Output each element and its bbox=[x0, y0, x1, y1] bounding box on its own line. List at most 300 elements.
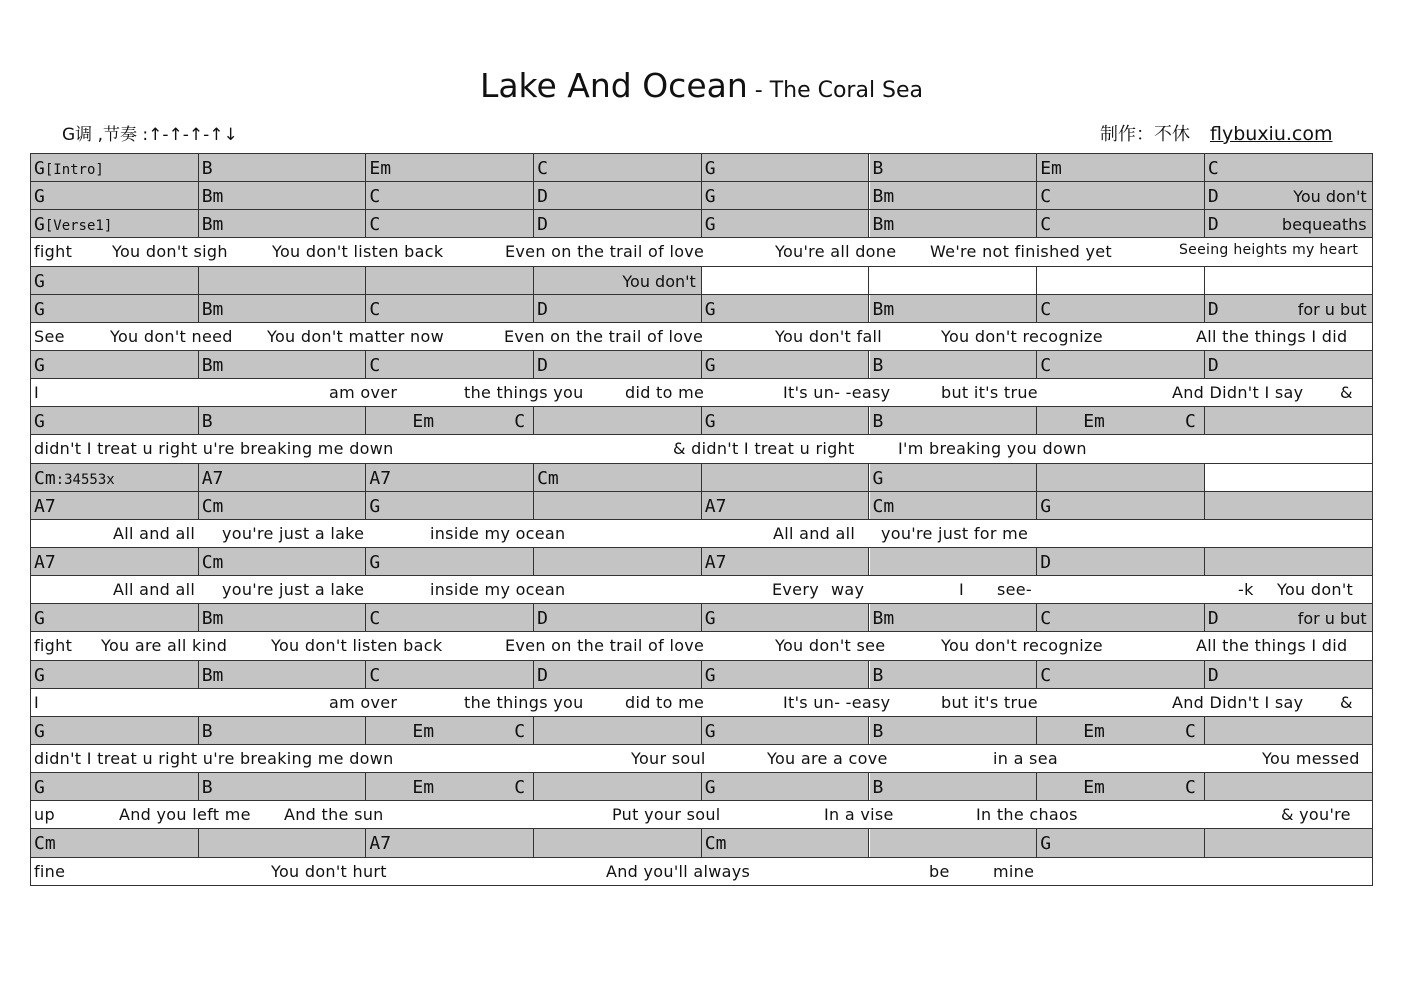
chord-cell bbox=[702, 351, 870, 378]
lyric-segment: In a vise bbox=[824, 805, 894, 825]
lyric-row bbox=[31, 379, 1373, 407]
chord-cell bbox=[1037, 182, 1205, 209]
lyric-segment: You don't matter now bbox=[267, 326, 444, 346]
lyric-segment: you're just a lake bbox=[222, 523, 365, 543]
chord-symbol: Bm bbox=[872, 186, 895, 208]
chord-symbol: Cm bbox=[201, 551, 224, 573]
chord-cell bbox=[534, 548, 702, 575]
lyric-segment: You don't listen back bbox=[271, 636, 443, 656]
chord-symbol: D bbox=[537, 214, 548, 236]
chord-cell bbox=[199, 182, 367, 209]
chord-symbol: Bm bbox=[201, 664, 224, 686]
chord-cell bbox=[702, 829, 870, 856]
chord-cell bbox=[1205, 492, 1373, 519]
chord-symbol: B bbox=[201, 158, 213, 179]
chord-symbol: A7 bbox=[369, 833, 392, 855]
chord-symbol: A7 bbox=[704, 551, 727, 573]
lyric-segment: fine bbox=[34, 861, 66, 881]
lyric-segment: Even on the trail of love bbox=[505, 636, 705, 656]
chord-symbol: B bbox=[201, 720, 213, 742]
credit-label: 制作：不休 bbox=[1100, 124, 1190, 145]
chord-cell bbox=[1037, 407, 1205, 434]
chord-cell bbox=[366, 182, 534, 209]
chord-symbol: C bbox=[1185, 411, 1196, 433]
song-title bbox=[0, 66, 1403, 105]
chord-cell bbox=[31, 829, 199, 856]
lyric-segment: In the chaos bbox=[976, 805, 1078, 825]
chord-symbol: G[Intro] bbox=[34, 158, 104, 179]
chord-cell bbox=[31, 210, 199, 237]
inline-lyric: for u but bbox=[1297, 609, 1367, 629]
chord-row bbox=[31, 492, 1373, 520]
credit bbox=[1100, 120, 1333, 146]
chord-cell bbox=[1037, 548, 1205, 575]
chord-symbol: Cm:34553x bbox=[34, 467, 115, 489]
chord-symbol: Bm bbox=[872, 214, 895, 236]
chord-symbol: Cm bbox=[704, 833, 727, 855]
chord-symbol: D bbox=[537, 664, 548, 686]
chord-cell bbox=[366, 154, 534, 181]
chord-symbol: D bbox=[1040, 551, 1052, 573]
inline-lyric: You don't bbox=[1293, 187, 1367, 207]
chord-cell bbox=[31, 407, 199, 434]
chord-cell bbox=[31, 604, 199, 631]
chord-cell bbox=[870, 351, 1038, 378]
lyric-segment: I bbox=[34, 383, 40, 403]
chord-symbol: G bbox=[704, 777, 716, 799]
lyric-segment: the things you bbox=[464, 692, 584, 712]
chord-cell bbox=[199, 829, 367, 856]
chord-row bbox=[31, 464, 1373, 492]
chord-cell bbox=[1205, 548, 1373, 575]
chord-cell bbox=[702, 295, 870, 322]
song-title-main: Lake And Ocean bbox=[479, 66, 748, 105]
chord-cell bbox=[702, 464, 870, 491]
chord-cell bbox=[534, 717, 702, 744]
lyric-segment: Even on the trail of love bbox=[504, 326, 704, 346]
lyric-segment: & bbox=[1340, 383, 1353, 403]
chord-symbol: D bbox=[537, 608, 548, 630]
lyric-segment: And you'll always bbox=[606, 861, 751, 881]
chord-cell bbox=[870, 464, 1038, 491]
chord-cell bbox=[366, 407, 534, 434]
lyric-segment: up bbox=[34, 805, 55, 825]
lyric-segment: & bbox=[1340, 692, 1353, 712]
chord-cell bbox=[870, 210, 1038, 237]
chord-cell bbox=[366, 267, 534, 294]
lyric-segment: Even on the trail of love bbox=[505, 242, 705, 262]
chord-cell bbox=[1205, 717, 1373, 744]
chord-row bbox=[31, 407, 1373, 435]
lyric-segment: & you're bbox=[1281, 805, 1351, 825]
chord-cell bbox=[31, 492, 199, 519]
chord-row bbox=[31, 210, 1373, 238]
lyric-segment: And the sun bbox=[284, 805, 384, 825]
chord-cell bbox=[1037, 267, 1205, 294]
chord-symbol: Bm bbox=[201, 298, 224, 320]
lyric-segment: It's un- -easy bbox=[783, 383, 891, 403]
lyric-segment: And Didn't I say bbox=[1172, 383, 1304, 403]
chord-symbol: Em bbox=[1083, 777, 1105, 799]
chord-cell bbox=[366, 773, 534, 800]
lyric-segment: All and all bbox=[113, 523, 196, 543]
chord-cell bbox=[199, 154, 367, 181]
lyric-segment: You don't sigh bbox=[112, 242, 228, 262]
chord-cell bbox=[870, 267, 1038, 294]
chord-symbol: G bbox=[34, 720, 45, 742]
chord-symbol: C bbox=[1040, 214, 1052, 236]
chord-cell bbox=[870, 548, 1038, 575]
chord-symbol: C bbox=[369, 664, 381, 686]
chord-symbol: C bbox=[1185, 720, 1196, 742]
chord-symbol: C bbox=[1207, 158, 1219, 179]
chord-cell bbox=[199, 407, 367, 434]
chord-symbol: G bbox=[34, 354, 45, 376]
chord-cell bbox=[31, 267, 199, 294]
key-rhythm-info: G调 ,节奏 :↑-↑-↑-↑↓ bbox=[62, 125, 238, 145]
chord-cell bbox=[870, 154, 1038, 181]
lyric-row bbox=[31, 632, 1373, 660]
chord-symbol: C bbox=[1040, 354, 1052, 376]
lyric-segment: see- bbox=[997, 580, 1032, 600]
chord-symbol: Bm bbox=[872, 298, 895, 320]
chord-symbol: C bbox=[514, 720, 526, 742]
chord-cell bbox=[1037, 773, 1205, 800]
chord-symbol: Em bbox=[1083, 720, 1105, 742]
chord-symbol: C bbox=[369, 354, 381, 376]
chord-symbol: G bbox=[34, 411, 45, 433]
chord-cell bbox=[1037, 717, 1205, 744]
lyric-segment: am over bbox=[329, 383, 398, 403]
chord-cell bbox=[1205, 154, 1373, 181]
lyric-segment: You don't see bbox=[775, 636, 886, 656]
lyric-segment: All the things I did bbox=[1196, 326, 1348, 346]
chord-cell bbox=[366, 717, 534, 744]
lyric-segment: We're not finished yet bbox=[930, 242, 1112, 262]
lyric-segment: You don't recognize bbox=[941, 326, 1103, 346]
chord-cell bbox=[199, 773, 367, 800]
chord-cell bbox=[1205, 661, 1373, 688]
chord-cell bbox=[1037, 154, 1205, 181]
lyric-segment: & didn't I treat u right bbox=[673, 439, 855, 459]
lyric-segment: didn't I treat u right u're breaking me down bbox=[34, 748, 394, 768]
chord-symbol: C bbox=[369, 186, 381, 208]
lyric-segment: All the things I did bbox=[1196, 636, 1348, 656]
chord-symbol: B bbox=[201, 411, 213, 433]
chord-cell bbox=[1205, 267, 1373, 294]
chord-symbol: A7 bbox=[369, 467, 392, 489]
chord-symbol: B bbox=[872, 720, 884, 742]
lyric-segment: did to me bbox=[625, 383, 705, 403]
chord-symbol: G bbox=[369, 551, 381, 573]
chord-cell bbox=[31, 295, 199, 322]
chord-cell bbox=[534, 773, 702, 800]
chord-symbol: Em bbox=[1083, 411, 1105, 433]
chord-cell bbox=[534, 492, 702, 519]
lyric-segment: You messed bbox=[1262, 748, 1360, 768]
lyric-row bbox=[31, 520, 1373, 548]
chord-symbol: D bbox=[1207, 186, 1219, 208]
lyric-segment: You don't fall bbox=[775, 326, 883, 346]
chord-symbol: G bbox=[704, 664, 716, 686]
chord-symbol: Em bbox=[412, 411, 435, 433]
chord-symbol: G bbox=[34, 664, 45, 686]
chord-cell bbox=[702, 154, 870, 181]
chord-row bbox=[31, 773, 1373, 801]
chord-cell bbox=[199, 464, 367, 491]
chord-cell bbox=[534, 210, 702, 237]
chord-row bbox=[31, 351, 1373, 379]
lyric-row bbox=[31, 435, 1373, 463]
lyric-segment: All and all bbox=[113, 580, 196, 600]
chord-cell bbox=[702, 407, 870, 434]
chord-cell bbox=[366, 464, 534, 491]
chord-symbol: C bbox=[369, 298, 381, 320]
lyric-segment: Seeing heights my heart bbox=[1179, 242, 1359, 259]
lyric-segment: You don't bbox=[1277, 580, 1354, 600]
chord-symbol: G bbox=[34, 777, 45, 799]
chord-cell bbox=[199, 267, 367, 294]
lyric-segment: in a sea bbox=[993, 748, 1058, 768]
chord-symbol: G bbox=[872, 467, 884, 489]
lyric-segment: You don't need bbox=[110, 326, 233, 346]
lyric-segment: And Didn't I say bbox=[1172, 692, 1304, 712]
chord-symbol: G bbox=[704, 411, 716, 433]
lyric-segment: you're just a lake bbox=[222, 580, 365, 600]
chord-symbol: Bm bbox=[201, 214, 224, 236]
chord-cell bbox=[534, 464, 702, 491]
chord-row bbox=[31, 154, 1373, 182]
lyric-row bbox=[31, 323, 1373, 351]
chord-cell bbox=[702, 717, 870, 744]
lyric-segment: You don't listen back bbox=[272, 242, 444, 262]
chord-symbol: G bbox=[704, 158, 716, 179]
chord-cell bbox=[31, 773, 199, 800]
chord-symbol: B bbox=[872, 158, 884, 179]
lyric-segment: fight bbox=[34, 636, 73, 656]
chord-symbol: Cm bbox=[537, 467, 559, 489]
chord-cell bbox=[1037, 604, 1205, 631]
chord-symbol: B bbox=[872, 664, 884, 686]
chord-symbol: Bm bbox=[201, 608, 224, 630]
chord-symbol: D bbox=[537, 354, 548, 376]
lyric-segment: I bbox=[959, 580, 965, 600]
chord-symbol: Cm bbox=[34, 833, 56, 855]
chord-symbol: D bbox=[1207, 354, 1219, 376]
chord-cell bbox=[870, 182, 1038, 209]
chord-cell bbox=[1037, 661, 1205, 688]
chord-cell bbox=[1205, 464, 1373, 491]
chord-symbol: C bbox=[369, 214, 381, 236]
chord-cell bbox=[870, 407, 1038, 434]
chord-cell bbox=[1205, 407, 1373, 434]
chord-cell bbox=[1037, 210, 1205, 237]
chord-cell bbox=[870, 492, 1038, 519]
chord-cell bbox=[199, 717, 367, 744]
chord-cell bbox=[366, 351, 534, 378]
chord-cell bbox=[702, 210, 870, 237]
chord-cell bbox=[702, 548, 870, 575]
song-artist: - The Coral Sea bbox=[747, 78, 924, 103]
lyric-segment: mine bbox=[993, 861, 1035, 881]
chord-cell bbox=[366, 210, 534, 237]
chord-cell bbox=[534, 182, 702, 209]
inline-lyric: You don't bbox=[622, 271, 696, 291]
chord-row bbox=[31, 661, 1373, 689]
chord-row bbox=[31, 548, 1373, 576]
chord-symbol: G bbox=[34, 270, 45, 292]
chord-cell bbox=[702, 492, 870, 519]
chord-symbol: C bbox=[1040, 664, 1052, 686]
chord-symbol: G bbox=[34, 298, 45, 320]
chord-symbol: C bbox=[1040, 298, 1052, 320]
chord-cell bbox=[534, 295, 702, 322]
chord-symbol: G bbox=[704, 720, 716, 742]
chord-cell bbox=[534, 407, 702, 434]
chord-symbol: G bbox=[704, 186, 716, 208]
lyric-segment: I'm breaking you down bbox=[898, 439, 1087, 459]
chord-cell bbox=[870, 604, 1038, 631]
chord-symbol: B bbox=[872, 354, 884, 376]
chord-cell bbox=[366, 829, 534, 856]
chord-cell bbox=[199, 295, 367, 322]
chord-symbol: Cm bbox=[872, 495, 895, 517]
lyric-segment: You are all kind bbox=[101, 636, 228, 656]
lyric-segment: Every bbox=[772, 580, 819, 600]
chord-symbol: D bbox=[1207, 608, 1219, 630]
chord-cell bbox=[199, 492, 367, 519]
chord-cell bbox=[534, 829, 702, 856]
chord-cell bbox=[31, 717, 199, 744]
chord-symbol: Em bbox=[369, 158, 392, 179]
lyric-row bbox=[31, 801, 1373, 829]
chord-symbol: G bbox=[704, 214, 716, 236]
chord-symbol: C bbox=[1040, 186, 1052, 208]
chord-row bbox=[31, 182, 1373, 210]
chord-cell bbox=[702, 661, 870, 688]
chord-symbol: Em bbox=[412, 720, 435, 742]
lyric-segment: See bbox=[34, 326, 65, 346]
chord-cell bbox=[366, 604, 534, 631]
lyric-segment: you're just for me bbox=[881, 523, 1029, 543]
lyric-segment: but it's true bbox=[941, 692, 1038, 712]
chord-cell bbox=[366, 295, 534, 322]
chord-symbol: C bbox=[514, 777, 526, 799]
chord-cell bbox=[702, 604, 870, 631]
lyric-segment: inside my ocean bbox=[430, 580, 566, 600]
chord-cell bbox=[534, 604, 702, 631]
chord-cell bbox=[702, 267, 870, 294]
lyric-segment: You don't hurt bbox=[271, 861, 387, 881]
chord-row bbox=[31, 267, 1373, 295]
chord-symbol: C bbox=[1185, 777, 1196, 799]
chord-cell bbox=[870, 661, 1038, 688]
chord-tag: [Intro] bbox=[44, 162, 104, 178]
chord-cell bbox=[31, 154, 199, 181]
chord-cell bbox=[534, 661, 702, 688]
lyric-segment: You don't recognize bbox=[941, 636, 1103, 656]
chord-symbol: A7 bbox=[704, 495, 727, 517]
lyric-segment: am over bbox=[329, 692, 398, 712]
chord-cell bbox=[870, 717, 1038, 744]
chord-symbol: A7 bbox=[34, 551, 56, 573]
chord-symbol: Cm bbox=[201, 495, 224, 517]
chord-row bbox=[31, 717, 1373, 745]
chord-cell bbox=[366, 548, 534, 575]
chord-symbol: C bbox=[514, 411, 526, 433]
chord-cell bbox=[199, 351, 367, 378]
lyric-row bbox=[31, 576, 1373, 604]
lyric-segment: It's un- -easy bbox=[783, 692, 891, 712]
lyric-segment: the things you bbox=[464, 383, 584, 403]
chord-symbol: A7 bbox=[34, 495, 56, 517]
chord-row bbox=[31, 295, 1373, 323]
lyric-segment: And you left me bbox=[119, 805, 251, 825]
chord-symbol: C bbox=[537, 158, 548, 179]
chord-symbol: G bbox=[369, 495, 381, 517]
chord-cell bbox=[1205, 829, 1373, 856]
chord-row bbox=[31, 829, 1373, 857]
chord-symbol: Em bbox=[412, 777, 435, 799]
lyric-segment: way bbox=[831, 580, 865, 600]
chord-symbol: D bbox=[537, 298, 548, 320]
chord-symbol: G[Verse1] bbox=[34, 214, 113, 236]
chord-symbol: G bbox=[34, 608, 45, 630]
chord-symbol: D bbox=[537, 186, 548, 208]
chord-tag: [Verse1] bbox=[44, 218, 113, 235]
chord-cell bbox=[1205, 351, 1373, 378]
chord-symbol: C bbox=[369, 608, 381, 630]
chord-symbol: D bbox=[1207, 214, 1219, 236]
chord-cell bbox=[31, 661, 199, 688]
inline-lyric: bequeaths bbox=[1281, 215, 1367, 235]
chord-cell bbox=[534, 154, 702, 181]
chord-cell bbox=[366, 661, 534, 688]
chord-symbol: Bm bbox=[201, 186, 224, 208]
lyric-segment: Your soul bbox=[631, 748, 706, 768]
chord-symbol: G bbox=[704, 298, 716, 320]
lyric-segment: be bbox=[929, 861, 950, 881]
site-link[interactable]: flybuxiu.com bbox=[1210, 123, 1333, 145]
lyric-segment: You're all done bbox=[775, 242, 897, 262]
chord-symbol: B bbox=[872, 411, 884, 433]
chord-cell bbox=[1037, 829, 1205, 856]
chord-symbol: C bbox=[1040, 608, 1052, 630]
chord-cell bbox=[702, 182, 870, 209]
chord-cell bbox=[702, 773, 870, 800]
chord-symbol: A7 bbox=[201, 467, 224, 489]
chord-cell bbox=[534, 351, 702, 378]
lyric-segment: -k bbox=[1238, 580, 1254, 600]
chord-cell bbox=[870, 295, 1038, 322]
lyric-segment: All and all bbox=[773, 523, 856, 543]
chord-symbol: Em bbox=[1040, 158, 1062, 179]
lyric-segment: didn't I treat u right u're breaking me down bbox=[34, 439, 394, 459]
lyric-row bbox=[31, 689, 1373, 717]
chord-cell bbox=[31, 464, 199, 491]
lyric-segment: fight bbox=[34, 242, 73, 262]
chord-cell bbox=[366, 492, 534, 519]
chord-symbol: G bbox=[34, 186, 45, 208]
chord-cell bbox=[870, 773, 1038, 800]
chord-cell bbox=[31, 548, 199, 575]
lyric-segment: did to me bbox=[625, 692, 705, 712]
chord-symbol: Bm bbox=[872, 608, 895, 630]
chord-cell bbox=[1037, 492, 1205, 519]
chord-lyric-grid bbox=[30, 153, 1373, 886]
lyric-row bbox=[31, 745, 1373, 773]
chord-symbol: G bbox=[704, 354, 716, 376]
